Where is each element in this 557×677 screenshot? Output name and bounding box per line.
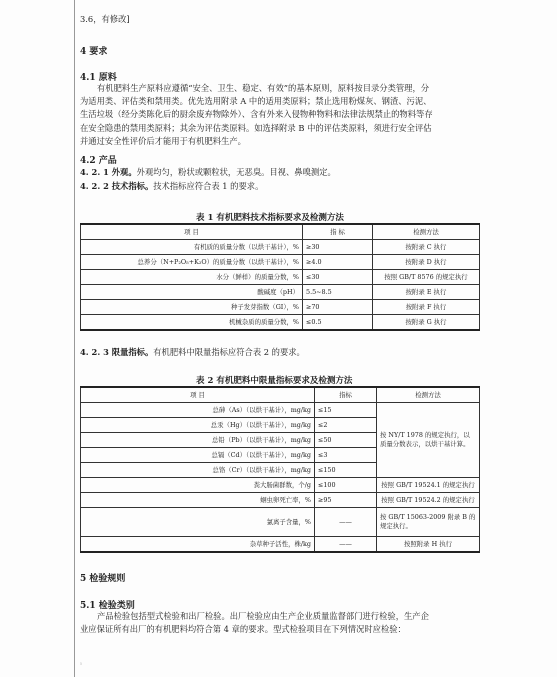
item-cell: 有机质的质量分数（以烘干基计），% xyxy=(81,240,303,255)
section-4-2-title: 4.2 产品 xyxy=(80,156,117,166)
value-cell: —— xyxy=(315,537,377,553)
clause-label: 4. 2. 2 技术指标。 xyxy=(80,181,154,191)
value-cell: 5.5~8.5 xyxy=(303,285,373,300)
method-cell: 按照附录 H 执行 xyxy=(377,537,480,553)
item-cell: 粪大肠菌群数，个/g xyxy=(81,478,315,493)
clause-label: 4. 2. 3 限量指标。 xyxy=(80,347,154,357)
item-cell: 总铬（Cr）（以烘干基计），mg/kg xyxy=(81,463,315,478)
table-1 xyxy=(80,223,480,331)
table-row xyxy=(81,478,480,493)
section-4-2-3 xyxy=(80,346,305,358)
section-4-title: 4 要求 xyxy=(80,47,108,57)
section-4-2-1 xyxy=(80,166,336,178)
item-cell: 总养分（N+P₂O₅+K₂O）的质量分数（以烘干基计），% xyxy=(81,255,303,270)
section-5-1-body xyxy=(80,610,429,636)
method-cell: 按照 GB/T 19524.1 的规定执行 xyxy=(377,478,480,493)
item-cell: 酸碱度（pH） xyxy=(81,285,303,300)
item-cell: 蛔虫卵死亡率，% xyxy=(81,493,315,508)
method-cell: 按附录 C 执行 xyxy=(373,240,480,255)
table-header-cell: 指标 xyxy=(315,387,377,403)
paragraph-line: 业应保证所有出厂的有机肥料均符合第 4 章的要求。型式检验项目在下列情况时应检验： xyxy=(80,624,406,635)
section-5-title: 5 检验规则 xyxy=(80,574,126,584)
merged-method-cell: 按 NY/T 1978 的规定执行，以质量分数表示，以烘干基计算。 xyxy=(377,403,480,478)
table-header-cell: 项 目 xyxy=(81,387,315,403)
page-footer-mark: ¹ xyxy=(80,662,83,668)
item-cell: 机械杂质的质量分数，% xyxy=(81,315,303,331)
value-cell: ≤2 xyxy=(315,418,377,433)
method-cell: 按照 GB/T 8576 的规定执行 xyxy=(373,270,480,285)
method-cell: 按照 GB/T 19524.2 的规定执行 xyxy=(377,493,480,508)
item-cell: 总镉（Cd）（以烘干基计），mg/kg xyxy=(81,448,315,463)
paragraph-line: 为适用类、评估类和禁用类。优先选用附录 A 中的适用类原料；禁止选用粉煤灰、钢渣、污泥、 xyxy=(80,96,432,107)
paragraph-line: 生活垃圾（经分类陈化后的厨余废弃物除外）、含有外来入侵物种物料和法律法规禁止的物料等存 xyxy=(80,109,433,120)
paragraph-line: 在安全隐患的禁用类原料；其余为评估类原料。如选择附录 B 中的评估类原料，须进行安全评估 xyxy=(80,122,432,133)
value-cell: ≥4.0 xyxy=(303,255,373,270)
table-row xyxy=(81,270,480,285)
value-cell: ≤3 xyxy=(315,448,377,463)
value-cell: ≥70 xyxy=(303,300,373,315)
table-row xyxy=(81,300,480,315)
table-header-cell: 指 标 xyxy=(303,224,373,240)
paragraph-line: 有机肥料生产原料应遵循“安全、卫生、稳定、有效”的基本原则，原料按目录分类管理，分 xyxy=(97,83,430,93)
clause-label: 4. 2. 1 外观。 xyxy=(80,167,137,177)
table-row xyxy=(81,537,480,553)
value-cell: ≤50 xyxy=(315,433,377,448)
table-1-title: 表 1 有机肥料技术指标要求及检测方法 xyxy=(196,213,344,223)
table-header-cell: 检测方法 xyxy=(377,387,480,403)
table-2-title: 表 2 有机肥料中限量指标要求及检测方法 xyxy=(196,376,353,386)
table-row xyxy=(81,240,480,255)
item-cell: 水分（鲜样）的质量分数，% xyxy=(81,270,303,285)
clause-text: 外观均匀，粉状或颗粒状，无恶臭。目视、鼻嗅测定。 xyxy=(136,167,336,177)
table-header-cell: 检测方法 xyxy=(373,224,480,240)
table-row xyxy=(81,403,480,418)
section-4-1-title: 4.1 原料 xyxy=(80,73,117,83)
item-cell: 氯离子含量，% xyxy=(81,508,315,537)
method-cell: 按附录 E 执行 xyxy=(373,285,480,300)
clause-text: 技术指标应符合表 1 的要求。 xyxy=(153,181,264,191)
header-line: 3.6，有修改] xyxy=(80,14,130,24)
method-cell: 按 GB/T 15063-2009 附录 B 的规定执行。 xyxy=(377,508,480,537)
value-cell: —— xyxy=(315,508,377,537)
method-cell: 按附录 G 执行 xyxy=(373,315,480,331)
table-header-cell: 项 目 xyxy=(81,224,303,240)
section-4-2-2 xyxy=(80,180,263,192)
table-2 xyxy=(80,386,480,553)
value-cell: ≤0.5 xyxy=(303,315,373,331)
item-cell: 总汞（Hg）（以烘干基计），mg/kg xyxy=(81,418,315,433)
value-cell: ≤30 xyxy=(303,270,373,285)
section-5-1-title: 5.1 检验类别 xyxy=(80,601,135,611)
value-cell: ≤15 xyxy=(315,403,377,418)
item-cell: 种子发芽指数（GI），% xyxy=(81,300,303,315)
margin-line xyxy=(74,0,75,677)
item-cell: 总铅（Pb）（以烘干基计），mg/kg xyxy=(81,433,315,448)
value-cell: ≤100 xyxy=(315,478,377,493)
item-cell: 总砷（As）（以烘干基计），mg/kg xyxy=(81,403,315,418)
method-cell: 按附录 D 执行 xyxy=(373,255,480,270)
value-cell: ≥30 xyxy=(303,240,373,255)
paragraph-line: 并通过安全性评价后才能用于有机肥料生产。 xyxy=(80,135,246,146)
table-row xyxy=(81,493,480,508)
method-cell: 按附录 F 执行 xyxy=(373,300,480,315)
value-cell: ≥95 xyxy=(315,493,377,508)
table-row xyxy=(81,285,480,300)
clause-text: 有机肥料中限量指标应符合表 2 的要求。 xyxy=(153,347,305,357)
item-cell: 杂草种子活性，株/kg xyxy=(81,537,315,553)
paragraph-line: 产品检验包括型式检验和出厂检验。出厂检验应由生产企业质量监督部门进行检验，生产企 xyxy=(97,611,429,621)
table-row xyxy=(81,315,480,331)
table-row xyxy=(81,255,480,270)
table-row xyxy=(81,508,480,537)
value-cell: ≤150 xyxy=(315,463,377,478)
section-4-1-body xyxy=(80,82,433,148)
